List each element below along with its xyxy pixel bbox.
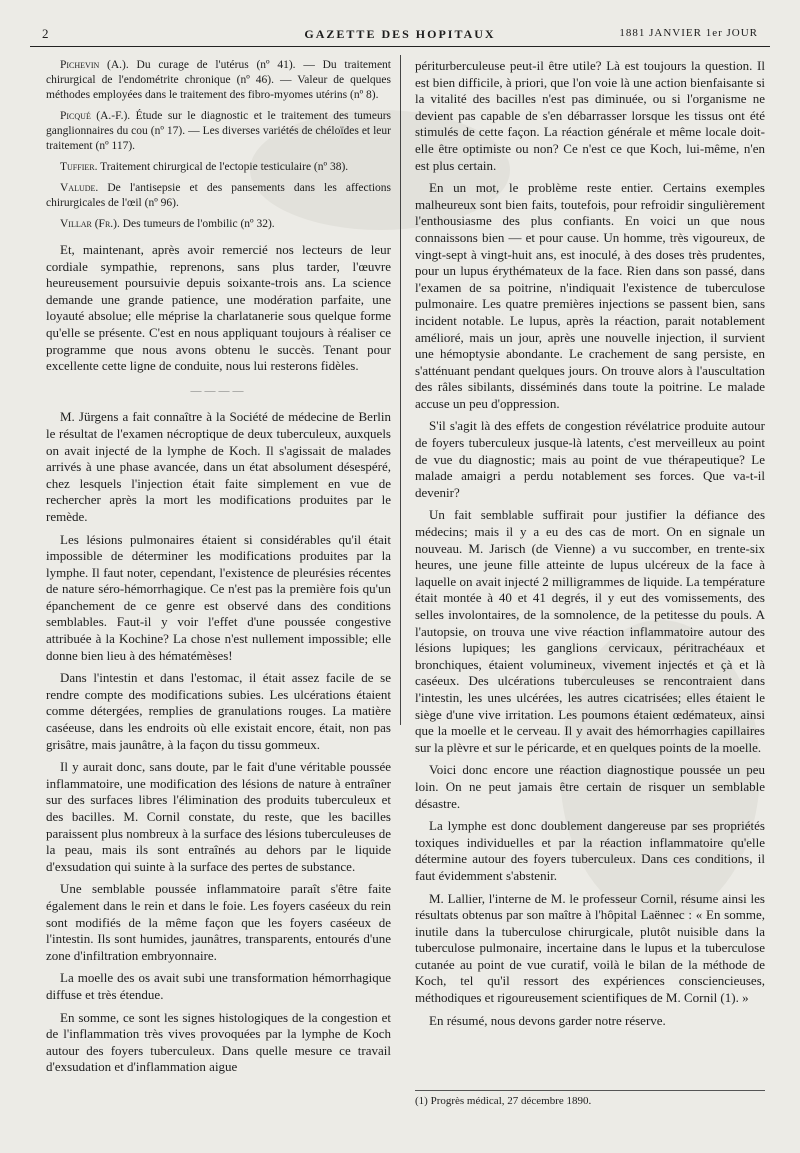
article-paragraph: Il y aurait donc, sans doute, par le fait d'une véritable poussée inflammatoire, une modification des lésions de nature à entraîner sur des surfaces libres l'élimination des produits tuberculeux et des bacilles. M. Cornil constate, du reste, que les bacilles paraissent plus nombreux à la surface des lésions tuberculeuses de la peau, mais ils sont entraînés au dehors par le liquide d'exsudation qui suinte à la surface des pertes de substance.	[46, 759, 391, 874]
header-date: 1881 JANVIER 1er JOUR	[619, 27, 758, 39]
reference-item: Tuffier. Traitement chirurgical de l'ectopie testiculaire (nº 38).	[60, 161, 349, 173]
page-number: 2	[42, 26, 50, 41]
article-paragraph: M. Lallier, l'interne de M. le professeur Cornil, résume ainsi les résultats obtenus par son maître à l'hôpital Laënnec : « En somme, inutile dans la tuberculose chirurgicale, plutôt nuisible dans la tuberculose pulmonaire, incertaine dans le lupus et la tuberculose cutanée au point de vue curatif, voilà le bilan de la méthode de Koch, tel qu'il ressort des expériences consciencieuses, méthodiques et rigoureusement scientifiques de M. Cornil (1). »	[415, 890, 765, 1006]
article-paragraph: La lymphe est donc doublement dangereuse par ses propriétés toxiques individuelles et par la réaction inflammatoire qu'elle détermine autour des foyers tuberculeux. Dans ces conditions, il faut évidemment s'abstenir.	[415, 818, 765, 883]
article-paragraph: La moelle des os avait subi une transformation hémorrhagique diffuse et très étendue.	[46, 970, 391, 1002]
column-divider	[400, 55, 401, 725]
footnote: (1) Progrès médical, 27 décembre 1890.	[415, 1090, 765, 1107]
article-paragraph: M. Jürgens a fait connaître à la Société de médecine de Berlin le résultat de l'examen nécroptique de deux tuberculeux, auxquels on avait injecté de la lymphe de Koch. Il s'agissait de malades arrivés à une phase avancée, dans un état absolument désespéré, chez lesquels l'injection était faite simplement en vue de rechercher après la mort les modifications produites par le remède.	[46, 409, 391, 524]
reference-item: Pichevin (A.). Du curage de l'utérus (nº 41). — Du traitement chirurgical de l'endométrite chronique (nº 46). — Valeur de quelques méthodes employées dans le traitement des fibro-myomes utérins (nº 8).	[46, 59, 391, 101]
section-separator: ————	[190, 384, 247, 397]
journal-title: GAZETTE DES HOPITAUX	[304, 27, 496, 41]
article-paragraph: périturberculeuse peut-il être utile? Là est toujours la question. Il est bien difficile, à priori, que l'on voie là une action bienfaisante si la vitalité des bacilles n'est pas diminuée, ou si l'organisme ne devient pas capable de s'en débarrasser lorsque les tissus ont été stimulés de cette façon. La réaction générale et même locale doit-elle être optimiste ou non? Ce n'est ce que Koch, lui-même, n'en est plus certain.	[415, 58, 765, 173]
article-paragraph: Voici donc encore une réaction diagnostique poussée un peu loin. On ne peut jamais être certain de risquer un semblable désastre.	[415, 762, 765, 811]
reference-list	[46, 58, 391, 232]
article-paragraph: Dans l'intestin et dans l'estomac, il était assez facile de se rendre compte des modifications subies. Les ulcérations étaient comme détergées, remplies de granulations rouges. La matière caséeuse, dans les endroits où elle existait encore, était, non pas grisâtre, mais jaunâtre, à la façon du tissu gommeux.	[46, 670, 391, 752]
article-paragraph: Un fait semblable suffirait pour justifier la défiance des médecins; mais il y a eu des cas de mort. On en signale un nouveau. M. Jarisch (de Vienne) a vu succomber, en trente-six heures, une jeune fille atteinte de lupus ulcéreux de la face à laquelle on avait injecté 2 milligrammes de liquide. La température était montée à 40 et 41 degrés, il y eut des vomissements, des selles involontaires, de la somnolence, de la petitesse du pouls. A l'autopsie, on trouva une vive réaction inflammatoire autour des lésions lupiques; les ganglions cervicaux, péritrachéaux et bronchiques, étaient volumineux, vivement injectés et çà et là caséeux. Des ulcérations tuberculeuses se rencontraient dans l'intestin, les unes ulcérées, les autres cicatrisées; elles étaient le siège d'une vive irritation. Les poumons étaient œdémateux, ainsi que la moelle et le cerveau. Il y avait des hémorrhagies capillaires sur la plèvre et sur le péricarde, et en quelques points de la moelle.	[415, 507, 765, 755]
reference-item: Valude. De l'antisepsie et des pansements dans les affections chirurgicales de l'œil (nº 96).	[46, 182, 392, 209]
right-column	[415, 58, 765, 1035]
page-header	[30, 24, 770, 47]
article-paragraph: Une semblable poussée inflammatoire paraît s'être faite également dans le rein et dans le foie. Les foyers caséeux du rein sont modifiés de la même façon que les foyers caséeux de l'intestin. Ils sont humides, jaunâtres, transparents, entourés d'une zone d'infiltration embryonnaire.	[46, 881, 391, 963]
reference-item: Villar (Fr.). Des tumeurs de l'ombilic (nº 32).	[60, 218, 275, 230]
intro-paragraph: Et, maintenant, après avoir remercié nos lecteurs de leur cordiale sympathie, reprenons, sans plus tarder, l'œuvre heureusement poursuivie depuis soixante-trois ans. La science demande une grande patience, une modération parfaite, une loyauté absolue; elle méprise la charlatanerie sous quelque forme qu'elle se présente. C'est en nous appliquant toujours à réaliser ce programme que nous avons obtenu le succès. Tenant pour excellente cette ligne de conduite, nous lui resterons fidèles.	[46, 242, 391, 374]
article-paragraph: S'il s'agit là des effets de congestion révélatrice produite autour de foyers tuberculeux jusque-là latents, c'est merveilleux au point de vue du diagnostic; mais au point de vue thérapeutique? Le malade amaigri a perdu notablement ses forces. Que va-t-il devenir?	[415, 418, 765, 500]
article-paragraph: En somme, ce sont les signes histologiques de la congestion et de l'inflammation très vives provoquées par la lymphe de Koch autour des foyers tuberculeux. Dans quelle mesure ce travail d'exsudation et d'inflammation aigue	[46, 1009, 391, 1075]
left-column	[46, 58, 391, 1082]
article-paragraph: Les lésions pulmonaires étaient si considérables qu'il était impossible de déterminer les modifications produites par la lymphe. Il faut noter, cependant, l'existence de pleurésies récentes de nature séro-hémorrhagique. Ce n'est pas la première fois qu'un épanchement de ce genre est observé dans des conditions semblables. Faut-il y voir l'effet d'une poussée congestive attribuée à la Kochine? La chose n'est nullement impossible; elle donne bien lieu à des hématémèses!	[46, 531, 391, 663]
article-paragraph: En résumé, nous devons garder notre réserve.	[429, 1012, 666, 1028]
article-paragraph: En un mot, le problème reste entier. Certains exemples malheureux sont bien faits, toutefois, pour refroidir singulièrement l'enthousiasme des plus confiants. En voici un que nous connaissons bien — et pour cause. Un homme, très vigoureux, de vingt-sept à vingt-huit ans, est inoculé, à des doses très prudentes, pour un lupus érythémateux de la face. Rien dans son passé, dans l'examen de sa poitrine, n'indiquait l'existence de tuberculose pulmonaire. Les quatre premières injections se passent bien, sans incident notable. Le lupus, après la réaction, parait notablement amélioré, mais un jour, après une nouvelle injection, il survient une hémoptysie abondante. Le crachement de sang persiste, en s'atténuant pendant quelques jours. On trouve alors à l'auscultation des râles sibilants, disséminés dans toute la poitrine. Le malade accuse un peu d'oppression.	[415, 180, 765, 411]
reference-item: Picqué (A.-F.). Étude sur le diagnostic et le traitement des tumeurs ganglionnaires du cou (nº 17). — Les diverses variétés de chéloïdes et leur traitement (nº 117).	[46, 110, 391, 152]
